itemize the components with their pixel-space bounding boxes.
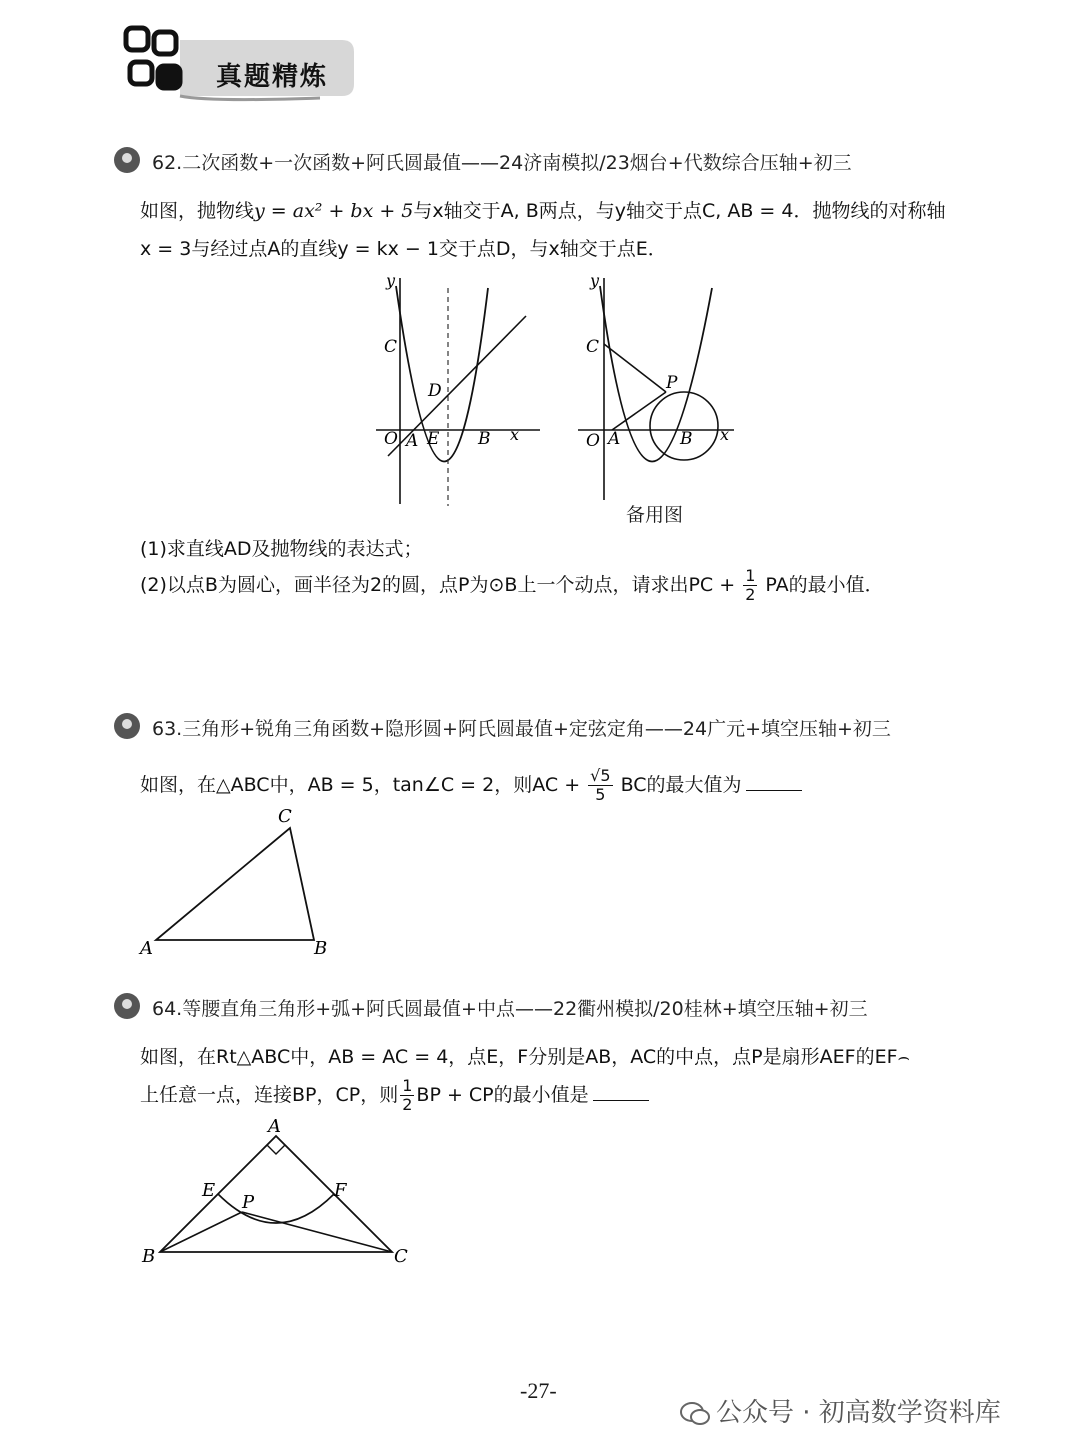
label-D: D (428, 381, 442, 401)
q64-stem-line2 (140, 1076, 649, 1114)
answer-blank[interactable] (746, 774, 802, 791)
label-x: x (720, 425, 730, 444)
q62-part2-text-a: (2)以点B为圆心，画半径为2的圆，点P为⊙B上一个动点，请求出PC + (140, 574, 736, 596)
label-C: C (586, 337, 600, 357)
q64-triangle-figure (136, 1116, 426, 1272)
q63-stem-text-a: 如图，在△ABC中，AB = 5，tan∠C = 2，则AC + (140, 774, 581, 796)
arc-EF (218, 1194, 334, 1223)
q62-stem-text-b: 与x轴交于A, B两点，与y轴交于点C, AB = 4．抛物线的对称轴 (413, 200, 946, 222)
fraction-numerator: √5 (590, 766, 611, 785)
label-C: C (384, 337, 398, 357)
q63-triangle-figure (136, 804, 336, 960)
answer-blank[interactable] (593, 1084, 649, 1101)
label-O: O (384, 429, 398, 449)
q64-stem-line1: 如图，在Rt△ABC中，AB = AC = 4，点E，F分别是AB，AC的中点，点P是扇形AEF的EF⌢ (140, 1046, 910, 1068)
q62-figure-main (360, 266, 560, 510)
label-y: y (590, 271, 600, 290)
q64-stem-text-a: 上任意一点，连接BP，CP，则 (140, 1084, 399, 1106)
circle-B (650, 392, 718, 460)
watermark-text: 公众号 · 初高数学资料库 (716, 1398, 1001, 1428)
label-B: B (478, 429, 491, 449)
page-section-title: 真题精炼 (216, 62, 329, 92)
q63-stem-text-b: BC的最大值为 (620, 774, 742, 796)
label-C: C (394, 1246, 408, 1267)
q62-figure-backup (570, 266, 750, 510)
right-angle-mark (267, 1145, 285, 1154)
fraction-denominator: 2 (745, 585, 756, 604)
fraction-numerator: 1 (402, 1076, 413, 1095)
q63-fraction (588, 767, 612, 804)
q62-part2-fraction (743, 567, 757, 604)
label-A: A (406, 431, 419, 451)
fraction-numerator: 1 (745, 566, 756, 585)
q62-part2 (140, 566, 884, 604)
fraction-denominator: 2 (402, 1095, 413, 1114)
q64-stem-text-b: BP + CP的最小值是 (416, 1084, 589, 1106)
label-O: O (586, 431, 600, 451)
q62-part1: (1)求直线AD及抛物线的表达式； (140, 538, 423, 560)
lightbulb-icon (114, 713, 140, 739)
label-x: x (510, 425, 520, 444)
triangle-ABC (156, 828, 314, 940)
q62-part2-text-b: PA的最小值． (765, 574, 884, 596)
q62-title: 62.二次函数+一次函数+阿氏圆最值——24济南模拟/23烟台+代数综合压轴+初三 (152, 152, 852, 174)
wechat-icon (680, 1402, 710, 1426)
lightbulb-icon (114, 147, 140, 173)
label-B: B (314, 938, 328, 959)
label-P: P (666, 373, 678, 393)
label-E: E (427, 429, 440, 449)
label-A: A (140, 938, 153, 959)
qr-icon (126, 28, 180, 88)
q62-figure-caption: 备用图 (626, 504, 684, 526)
q62-stem-line1 (140, 192, 945, 230)
label-B: B (680, 429, 693, 449)
q64-fraction (400, 1077, 414, 1114)
q63-stem (140, 766, 802, 804)
page-number: -27- (520, 1378, 557, 1403)
q62-stem-line2: x = 3与经过点A的直线y = kx − 1交于点D，与x轴交于点E． (140, 238, 667, 260)
lightbulb-icon (114, 993, 140, 1019)
label-F: F (334, 1180, 347, 1201)
q63-title: 63.三角形+锐角三角函数+隐形圆+阿氏圆最值+定弦定角——24广元+填空压轴+初三 (152, 718, 891, 740)
q62-stem-math: y = ax² + bx + 5 (254, 200, 414, 222)
label-y: y (386, 271, 396, 290)
label-B: B (142, 1246, 156, 1267)
fraction-denominator: 5 (595, 785, 606, 804)
q62-stem-text-a: 如图，抛物线 (140, 200, 255, 222)
segment-BP (160, 1212, 242, 1252)
label-P: P (242, 1192, 255, 1213)
label-C: C (278, 806, 292, 827)
q64-title: 64.等腰直角三角形+弧+阿氏圆最值+中点——22衢州模拟/20桂林+填空压轴+初三 (152, 998, 868, 1020)
label-E: E (202, 1180, 216, 1201)
watermark (680, 1392, 1001, 1429)
segment-CP (242, 1212, 392, 1252)
label-A: A (608, 429, 621, 449)
label-A: A (268, 1116, 281, 1137)
